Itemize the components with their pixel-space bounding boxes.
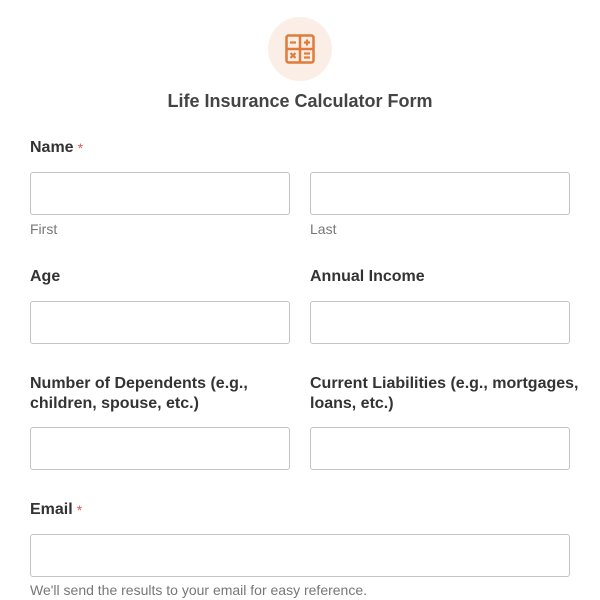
email-label-text: Email — [30, 501, 73, 518]
liabilities-label — [310, 374, 579, 414]
required-marker: * — [77, 140, 84, 156]
last-name-input[interactable] — [310, 172, 570, 215]
dependents-label-line1: Number of Dependents (e.g., — [30, 375, 248, 392]
dependents-label-line2: children, spouse, etc.) — [30, 395, 199, 412]
annual-income-label: Annual Income — [310, 268, 425, 285]
required-marker: * — [76, 502, 83, 518]
first-name-input[interactable] — [30, 172, 290, 215]
name-label-text: Name — [30, 139, 74, 156]
dependents-label — [30, 374, 248, 414]
age-input[interactable] — [30, 301, 290, 344]
form-icon-badge — [268, 17, 332, 81]
email-input[interactable] — [30, 534, 570, 577]
dependents-input[interactable] — [30, 427, 290, 470]
email-label — [30, 500, 82, 520]
form-title: Life Insurance Calculator Form — [167, 91, 433, 111]
last-sublabel: Last — [310, 221, 337, 237]
name-label — [30, 138, 83, 158]
first-sublabel: First — [30, 221, 58, 237]
annual-income-input[interactable] — [310, 301, 570, 344]
liabilities-label-line1: Current Liabilities (e.g., mortgages, — [310, 375, 579, 392]
calculator-icon — [285, 34, 315, 64]
email-description: We'll send the results to your email for easy reference. — [30, 582, 368, 598]
liabilities-label-line2: loans, etc.) — [310, 395, 394, 412]
age-label: Age — [30, 268, 61, 285]
liabilities-input[interactable] — [310, 427, 570, 470]
